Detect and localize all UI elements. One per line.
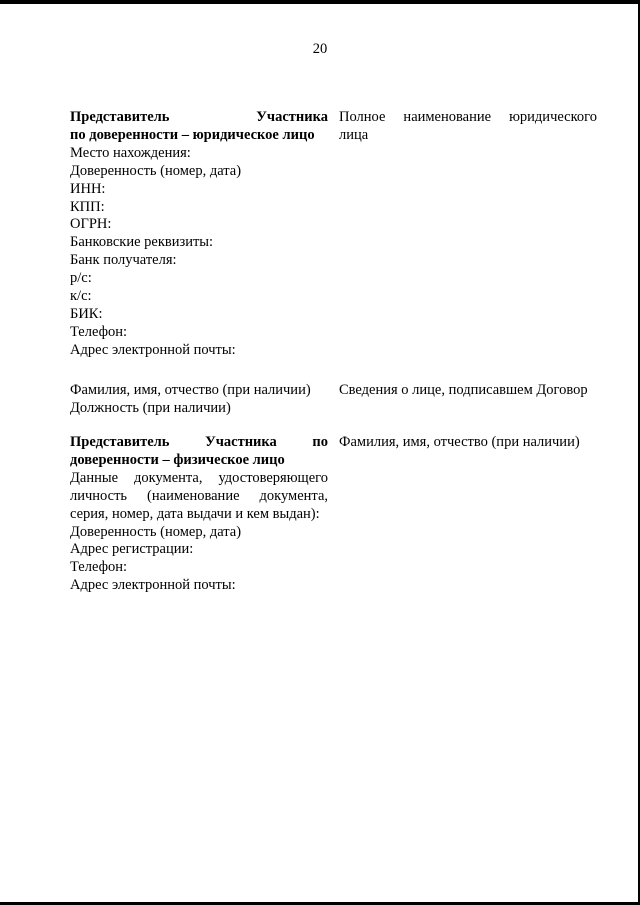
individual-field-email: Адрес электронной почты: <box>70 577 236 594</box>
legal-entity-full-name-label: Полное наименование юридического <box>339 109 597 125</box>
field-email: Адрес электронной почты: <box>70 341 236 358</box>
individual-field-power-of-attorney: Доверенность (номер, дата) <box>70 523 242 540</box>
field-inn: ИНН: <box>70 180 106 197</box>
field-settlement-account: р/с: <box>70 270 92 287</box>
signer-position-label: Должность (при наличии) <box>70 399 231 416</box>
legal-entity-heading-word-1: Представитель <box>70 109 170 125</box>
scan-top-edge <box>0 0 640 4</box>
individual-heading-line-2: доверенности – физическое лицо <box>70 451 285 468</box>
field-ogrn: ОГРН: <box>70 216 112 233</box>
signer-info-label: Сведения о лице, подписавшем Договор <box>339 382 588 398</box>
individual-heading <box>70 434 328 470</box>
legal-entity-full-name-label-line-2: лица <box>339 126 369 143</box>
legal-entity-heading <box>70 109 328 145</box>
field-bik: БИК: <box>70 305 103 322</box>
individual-field-registration-address: Адрес регистрации: <box>70 541 194 558</box>
page-number: 20 <box>312 41 328 57</box>
field-recipient-bank: Банк получателя: <box>70 252 177 269</box>
individual-left-column <box>70 434 328 595</box>
legal-entity-heading-line-2: по доверенности – юридическое лицо <box>70 126 315 143</box>
field-bank-details: Банковские реквизиты: <box>70 234 214 251</box>
signer-left-column <box>70 382 328 418</box>
individual-heading-word-1: Представитель <box>70 434 170 450</box>
individual-field-phone: Телефон: <box>70 559 128 576</box>
field-correspondent-account: к/с: <box>70 288 92 305</box>
id-document-line-3: серия, номер, дата выдачи и кем выдан): <box>70 505 320 522</box>
individual-heading-word-3: по <box>312 434 328 450</box>
individual-full-name-label: Фамилия, имя, отчество (при наличии) <box>339 434 580 450</box>
field-power-of-attorney: Доверенность (номер, дата) <box>70 162 242 179</box>
field-location: Место нахождения: <box>70 144 191 161</box>
signer-full-name-label: Фамилия, имя, отчество (при наличии) <box>70 382 311 398</box>
signer-right-column <box>339 382 597 400</box>
legal-entity-left-column <box>70 109 328 360</box>
field-kpp: КПП: <box>70 198 105 215</box>
individual-right-column <box>339 434 597 452</box>
id-document-line-2: личность (наименование документа, <box>70 487 328 504</box>
individual-heading-word-2: Участника <box>205 434 277 450</box>
legal-entity-right-column <box>339 109 597 145</box>
legal-entity-heading-word-2: Участника <box>256 109 328 125</box>
id-document-line-1: Данные документа, удостоверяющего <box>70 469 328 486</box>
field-phone: Телефон: <box>70 323 128 340</box>
